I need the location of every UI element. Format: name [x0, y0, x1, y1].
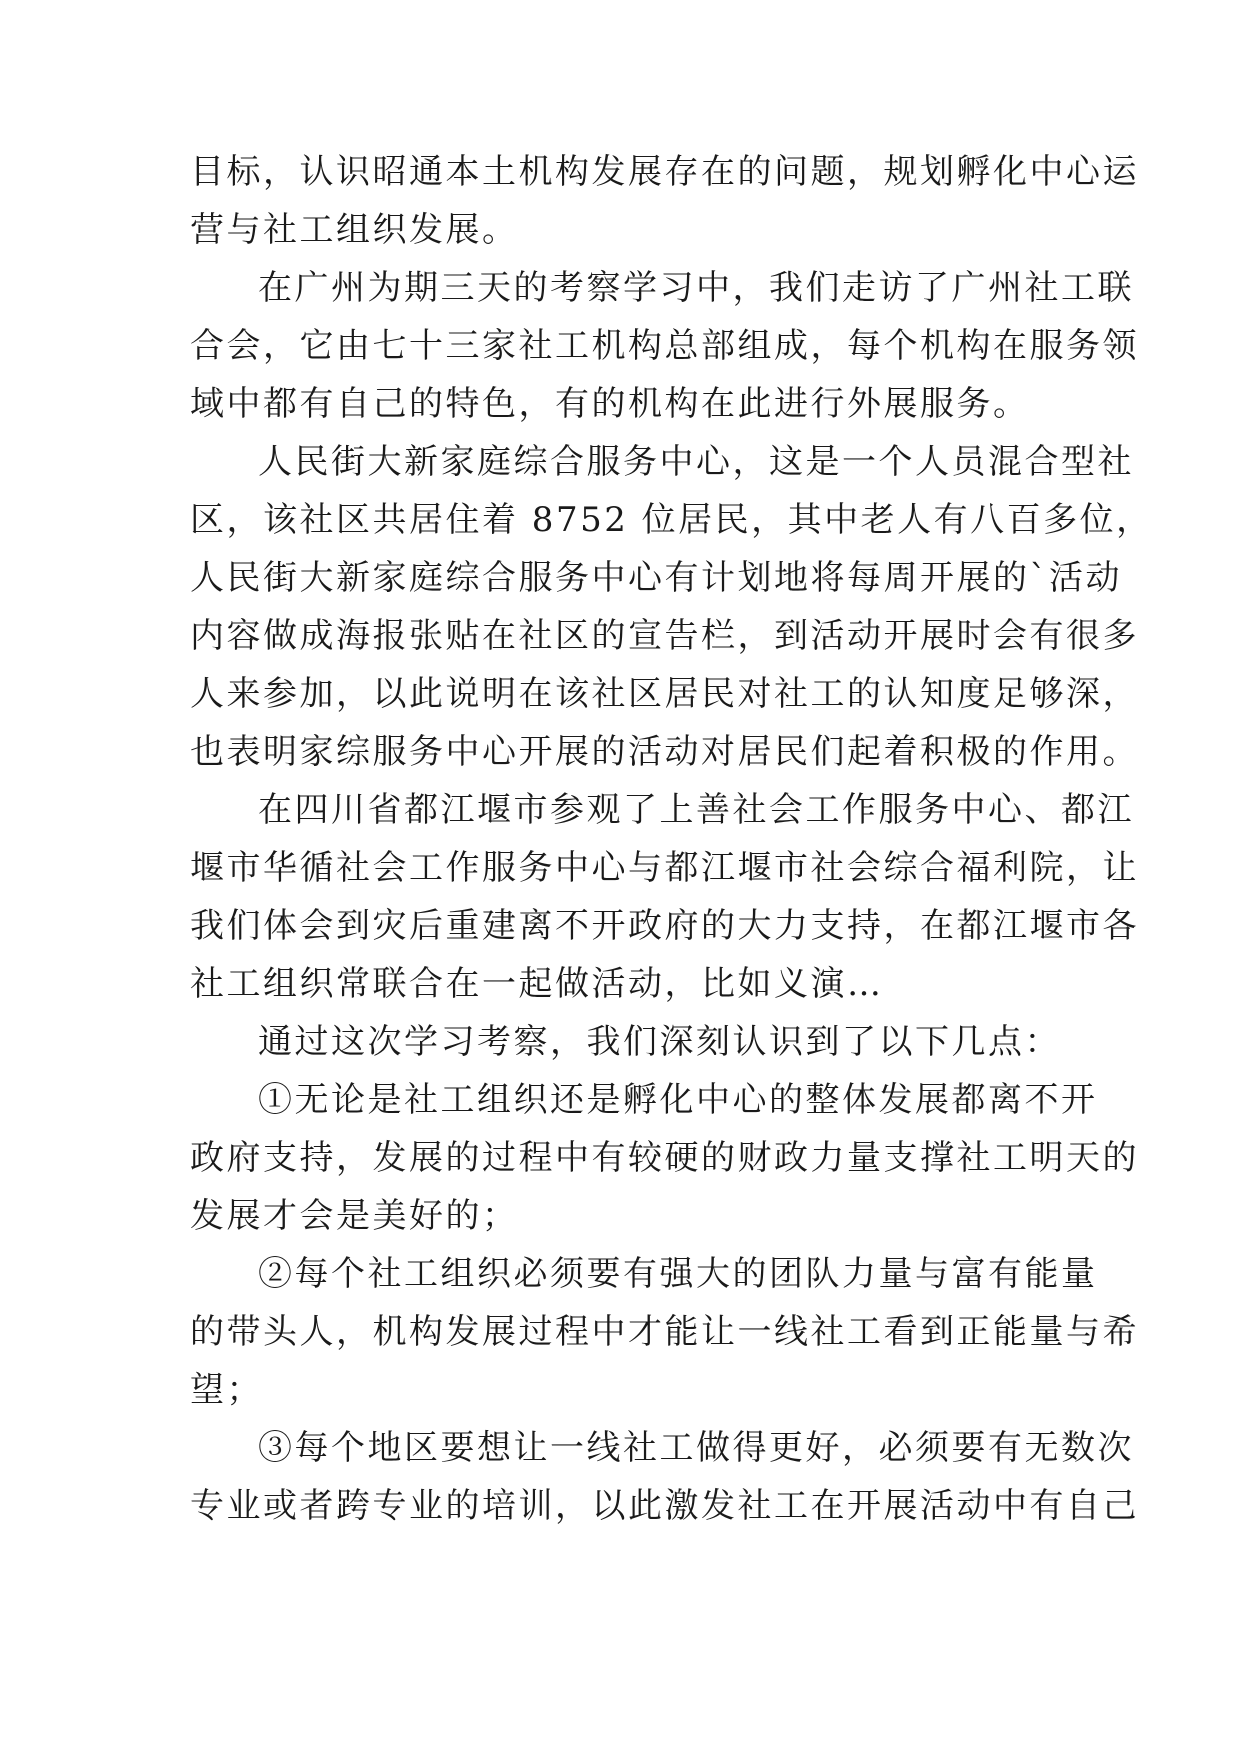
text-line: 的带头人，机构发展过程中才能让一线社工看到正能量与希 [190, 1312, 1139, 1352]
text-line: 区，该社区共居住着 8752 位居民，其中老人有八百多位， [190, 500, 1153, 540]
text-line: 目标，认识昭通本土机构发展存在的问题，规划孵化中心运 [190, 152, 1139, 192]
text-line: 发展才会是美好的； [190, 1196, 519, 1236]
text-line: 人民街大新家庭综合服务中心有计划地将每周开展的`活动 [190, 558, 1122, 598]
text-line: 通过这次学习考察，我们深刻认识到了以下几点： [258, 1022, 1061, 1062]
text-line: 专业或者跨专业的培训，以此激发社工在开展活动中有自己 [190, 1486, 1139, 1526]
text-line: 内容做成海报张贴在社区的宣告栏，到活动开展时会有很多 [190, 616, 1139, 656]
text-line: 我们体会到灾后重建离不开政府的大力支持，在都江堰市各 [190, 906, 1139, 946]
text-line: ①无论是社工组织还是孵化中心的整体发展都离不开 [258, 1080, 1098, 1120]
text-line: 政府支持，发展的过程中有较硬的财政力量支撑社工明天的 [190, 1138, 1139, 1178]
text-line: 也表明家综服务中心开展的活动对居民们起着积极的作用。 [190, 732, 1139, 772]
text-line: 堰市华循社会工作服务中心与都江堰市社会综合福利院，让 [190, 848, 1139, 888]
text-line: 望； [190, 1370, 263, 1410]
text-line: 人来参加，以此说明在该社区居民对社工的认知度足够深， [190, 674, 1139, 714]
text-line: 人民街大新家庭综合服务中心，这是一个人员混合型社 [258, 442, 1134, 482]
text-line: 社工组织常联合在一起做活动，比如义演… [190, 964, 884, 1004]
text-line: 合会，它由七十三家社工机构总部组成，每个机构在服务领 [190, 326, 1139, 366]
text-line: ②每个社工组织必须要有强大的团队力量与富有能量 [258, 1254, 1098, 1294]
text-line: ③每个地区要想让一线社工做得更好，必须要有无数次 [258, 1428, 1134, 1468]
text-line: 营与社工组织发展。 [190, 210, 519, 250]
text-line: 域中都有自己的特色，有的机构在此进行外展服务。 [190, 384, 1030, 424]
text-line: 在广州为期三天的考察学习中，我们走访了广州社工联 [258, 268, 1134, 308]
text-line: 在四川省都江堰市参观了上善社会工作服务中心、都江 [258, 790, 1134, 830]
